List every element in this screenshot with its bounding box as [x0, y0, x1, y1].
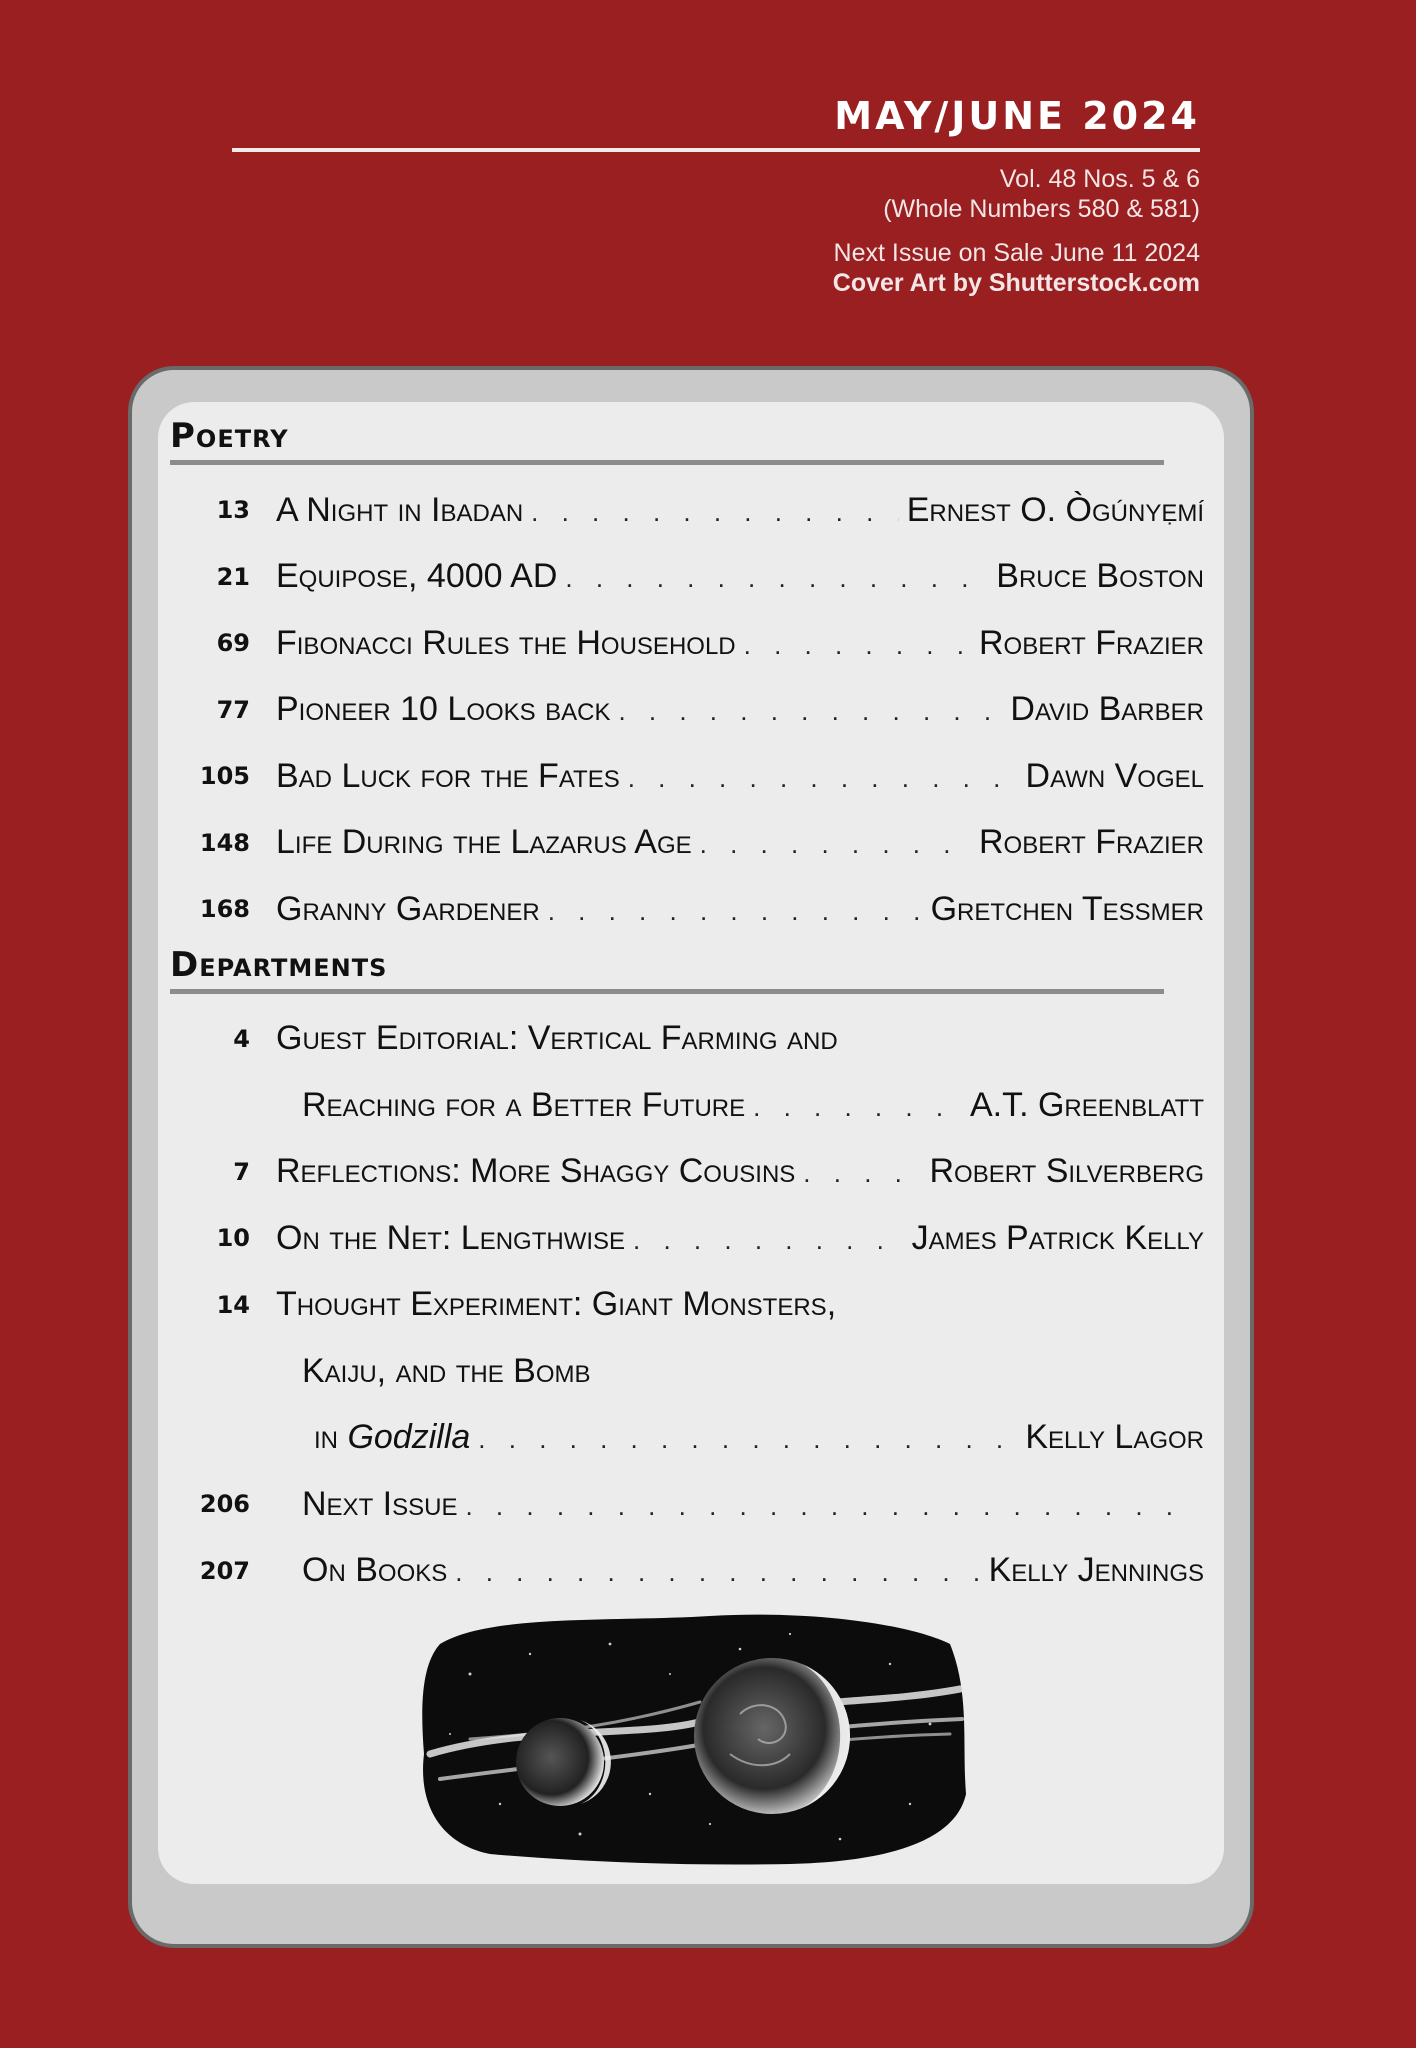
page-number: 13	[216, 496, 250, 525]
entry-author: Robert Frazier	[978, 823, 1204, 862]
dot-leader	[531, 497, 899, 528]
page-number: 21	[216, 562, 250, 591]
toc-row[interactable]	[170, 743, 1204, 810]
toc-row[interactable]	[170, 544, 1204, 611]
entry-title: On the Net: Lengthwise	[276, 1218, 626, 1257]
dot-leader	[744, 630, 971, 661]
page-number: 4	[233, 1024, 250, 1053]
entry-title: Fibonacci Rules the Household	[276, 623, 736, 662]
entry-title: Guest Editorial: Vertical Farming and	[276, 1019, 838, 1058]
toc-entry	[276, 1219, 1204, 1258]
entry-title: Thought Experiment: Giant Monsters,	[276, 1285, 837, 1324]
toc-row[interactable]	[170, 477, 1204, 544]
entry-title-prefix: in	[314, 1418, 338, 1457]
dot-leader	[803, 1158, 921, 1189]
toc-row-continued[interactable]	[170, 1072, 1204, 1139]
dot-leader	[628, 763, 1018, 794]
dot-leader	[455, 1557, 980, 1588]
dot-leader	[548, 896, 923, 927]
toc-row[interactable]	[170, 1538, 1204, 1605]
page-number: 168	[199, 895, 250, 924]
toc-row[interactable]	[170, 1272, 1204, 1339]
toc-row[interactable]	[170, 1471, 1204, 1538]
toc-entry	[276, 1019, 1204, 1058]
entry-author: Kelly Lagor	[1025, 1418, 1204, 1457]
next-issue-date: Next Issue on Sale June 11 2024	[833, 239, 1200, 267]
toc-row[interactable]	[170, 677, 1204, 744]
entry-author: Ernest O. Ògúnyẹmí	[906, 490, 1204, 529]
page-number: 69	[216, 629, 250, 658]
masthead	[232, 92, 1200, 298]
table-of-contents	[170, 418, 1204, 1604]
toc-entry	[276, 1285, 1204, 1324]
entry-author: Gretchen Tessmer	[930, 889, 1204, 928]
toc-row[interactable]	[170, 1205, 1204, 1272]
toc-entry	[276, 690, 1204, 729]
section-rule	[170, 460, 1164, 465]
entry-title-italic: Godzilla	[347, 1418, 471, 1457]
whole-numbers: (Whole Numbers 580 & 581)	[883, 195, 1200, 223]
toc-row[interactable]	[170, 810, 1204, 877]
dot-leader	[618, 696, 1002, 727]
entry-author: Kelly Jennings	[988, 1551, 1204, 1590]
masthead-rule	[232, 148, 1200, 152]
entry-title: Granny Gardener	[276, 889, 540, 928]
toc-entry	[276, 890, 1204, 929]
entry-title: Life During the Lazarus Age	[276, 823, 692, 862]
entry-title: Next Issue	[302, 1484, 458, 1523]
toc-row[interactable]	[170, 876, 1204, 943]
entry-title: Kaiju, and the Bomb	[302, 1351, 591, 1390]
toc-entry	[276, 757, 1204, 796]
entry-title: A Night in Ibadan	[276, 490, 524, 529]
entry-title: Reaching for a Better Future	[302, 1085, 746, 1124]
entry-title: Pioneer 10 Looks back	[276, 690, 611, 729]
toc-row[interactable]	[170, 1139, 1204, 1206]
entry-title: Reflections: More Shaggy Cousins	[276, 1152, 796, 1191]
planets-space-illustration	[410, 1604, 978, 1872]
toc-row-continued[interactable]	[170, 1405, 1204, 1472]
section-heading-poetry: Poetry	[170, 416, 289, 456]
small-planet-icon	[516, 1718, 604, 1806]
page-number: 10	[216, 1224, 250, 1253]
dot-leader	[465, 1491, 1196, 1522]
toc-entry	[276, 624, 1204, 663]
toc-entry	[276, 1152, 1204, 1191]
toc-entry	[276, 823, 1204, 862]
toc-entry	[276, 491, 1204, 530]
entry-author: Robert Frazier	[978, 623, 1204, 662]
toc-entry	[302, 1352, 1204, 1391]
entry-title	[314, 1418, 470, 1457]
page-number: 148	[199, 828, 250, 857]
entry-author: James Patrick Kelly	[911, 1218, 1204, 1257]
page-number: 77	[216, 695, 250, 724]
entry-author: Dawn Vogel	[1025, 756, 1204, 795]
page-number: 105	[199, 762, 250, 791]
section-rule	[170, 989, 1164, 994]
toc-entry	[314, 1418, 1204, 1457]
dot-leader	[753, 1092, 962, 1123]
toc-entry	[302, 1551, 1204, 1590]
dot-leader	[478, 1424, 1017, 1455]
issue-date: MAY/JUNE 2024	[834, 94, 1200, 138]
toc-entry	[302, 1485, 1204, 1524]
page-number: 207	[199, 1556, 250, 1585]
dot-leader	[700, 829, 971, 860]
cover-art-credit: Cover Art by Shutterstock.com	[832, 269, 1200, 297]
page-number: 206	[199, 1490, 250, 1519]
toc-row-continued[interactable]	[170, 1338, 1204, 1405]
toc-row[interactable]	[170, 610, 1204, 677]
toc-entry	[276, 557, 1204, 596]
entry-author: Bruce Boston	[996, 557, 1204, 596]
entry-title: Bad Luck for the Fates	[276, 756, 620, 795]
page-number: 14	[216, 1290, 250, 1319]
dot-leader	[633, 1225, 904, 1256]
entry-author: David Barber	[1010, 690, 1204, 729]
entry-title: Equipose, 4000 AD	[276, 557, 558, 596]
volume-info: Vol. 48 Nos. 5 & 6	[999, 165, 1200, 193]
page-number: 7	[233, 1157, 250, 1186]
dot-leader	[565, 563, 988, 594]
issue-meta	[232, 164, 1200, 298]
toc-row[interactable]	[170, 1006, 1204, 1073]
entry-title: On Books	[302, 1551, 448, 1590]
toc-entry	[302, 1086, 1204, 1125]
entry-author: A.T. Greenblatt	[969, 1085, 1204, 1124]
entry-author: Robert Silverberg	[929, 1152, 1204, 1191]
section-heading-departments: Departments	[170, 944, 388, 985]
